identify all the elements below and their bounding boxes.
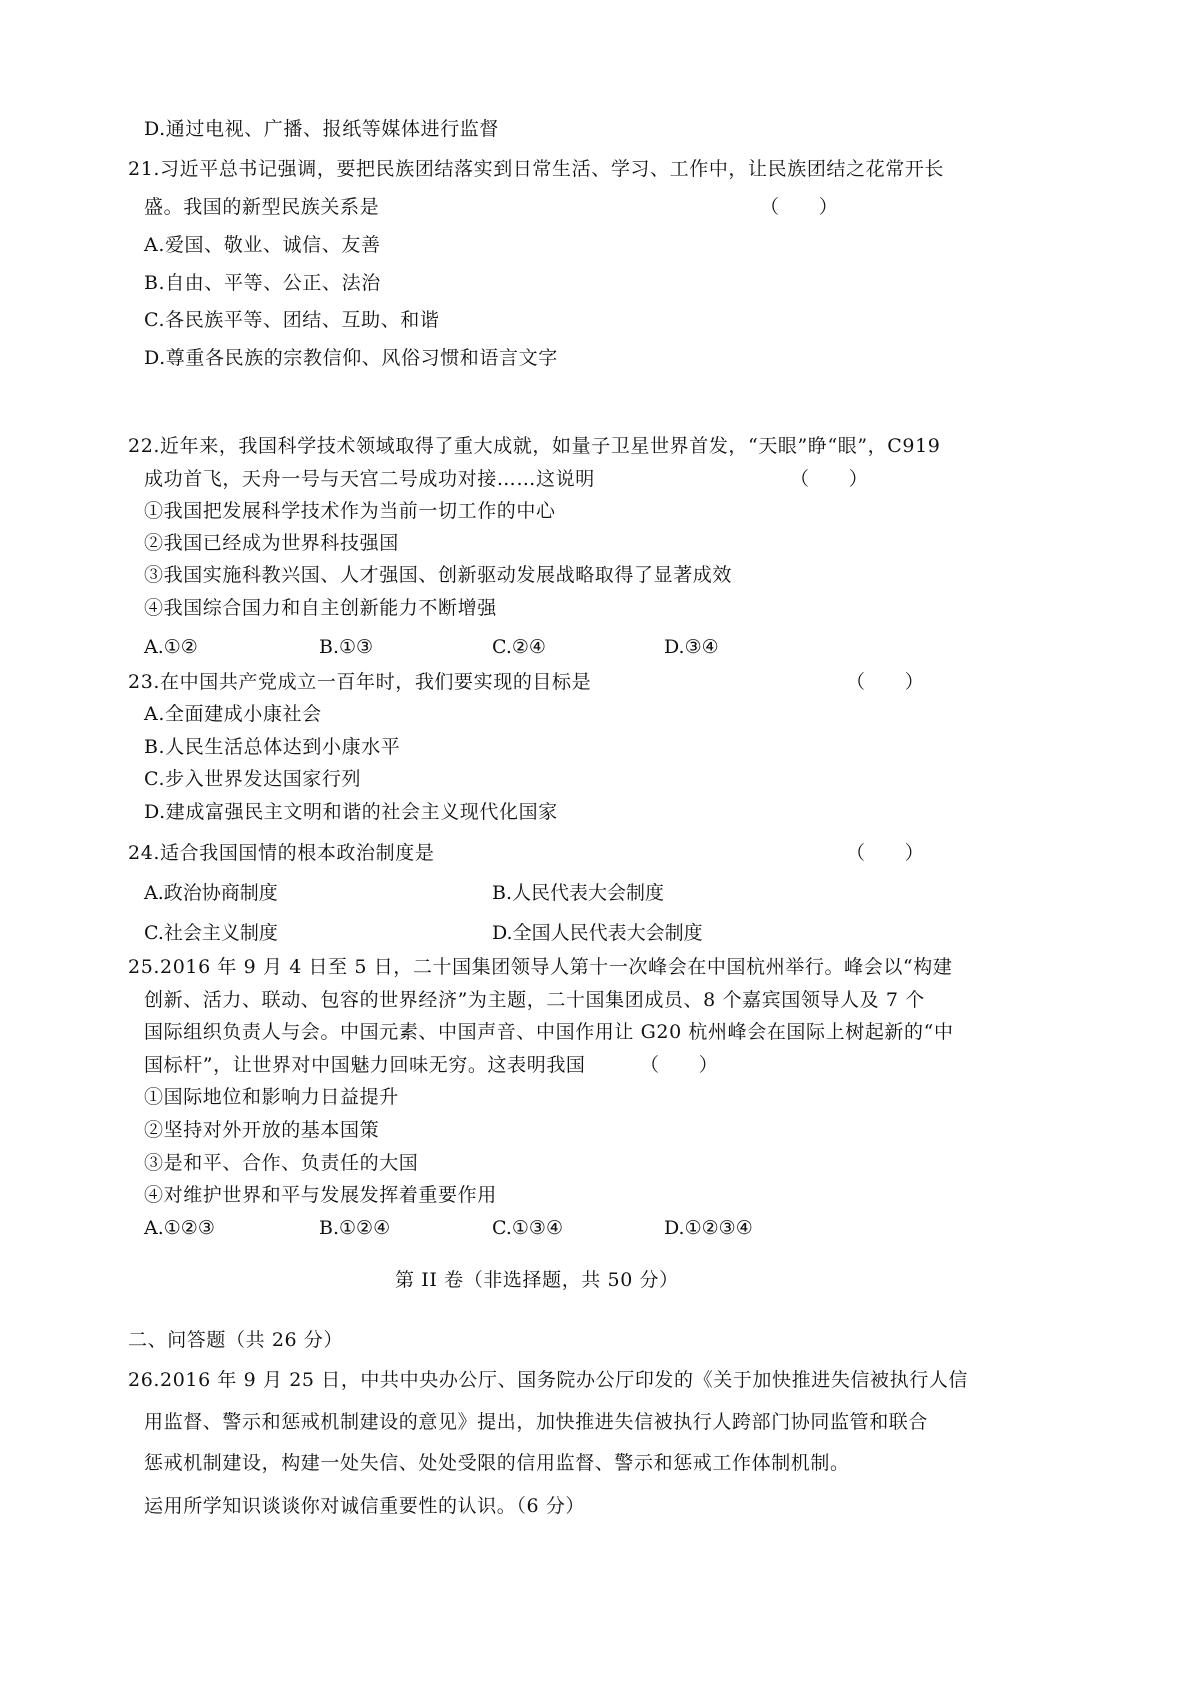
q22-statement-2: ②我国已经成为世界科技强国 [144, 532, 399, 554]
q20-option-d: D.通过电视、广播、报纸等媒体进行监督 [144, 118, 499, 140]
q23-option-c: C.步入世界发达国家行列 [144, 768, 362, 790]
q22-option-b: B.①③ [319, 636, 374, 658]
q22-option-d: D.③④ [664, 636, 719, 658]
q23-option-b: B.人民生活总体达到小康水平 [144, 736, 401, 758]
q22-statement-4: ④我国综合国力和自主创新能力不断增强 [144, 597, 497, 619]
q25-stem-line4: 国标杆”，让世界对中国魅力回味无穷。这表明我国 [144, 1054, 586, 1076]
q22-answer-bracket: （ ） [790, 468, 869, 490]
q21-option-c: C.各民族平等、团结、互助、和谐 [144, 309, 440, 331]
q21-stem-line2: 盛。我国的新型民族关系是 [144, 196, 380, 218]
q25-option-c: C.①③④ [492, 1217, 563, 1239]
q26-stem-line2: 用监督、警示和惩戒机制建设的意见》提出，加快推进失信被执行人跨部门协同监管和联合 [144, 1411, 929, 1433]
q21-option-a: A.爱国、敬业、诚信、友善 [144, 234, 381, 256]
q21-answer-bracket: （ ） [760, 196, 839, 218]
q22-stem-line2: 成功首飞，天舟一号与天宫二号成功对接……这说明 [144, 468, 595, 490]
q25-statement-1: ①国际地位和影响力日益提升 [144, 1086, 399, 1108]
q22-statement-1: ①我国把发展科学技术作为当前一切工作的中心 [144, 500, 556, 522]
q22-option-a: A.①② [144, 636, 198, 658]
q25-statement-4: ④对维护世界和平与发展发挥着重要作用 [144, 1184, 497, 1206]
part-two-heading: 第 II 卷（非选择题，共 50 分） [395, 1269, 679, 1291]
q26-stem-line1: 26.2016 年 9 月 25 日，中共中央办公厅、国务院办公厅印发的《关于加快推进失信被执行人信 [128, 1369, 969, 1391]
q24-option-d: D.全国人民代表大会制度 [492, 922, 703, 944]
q22-option-c: C.②④ [492, 636, 546, 658]
q23-option-a: A.全面建成小康社会 [144, 703, 322, 725]
q24-stem: 24.适合我国国情的根本政治制度是 [128, 842, 435, 864]
q24-option-a: A.政治协商制度 [144, 882, 278, 904]
q24-option-b: B.人民代表大会制度 [492, 882, 665, 904]
q21-option-d: D.尊重各民族的宗教信仰、风俗习惯和语言文字 [144, 347, 558, 369]
q25-statement-2: ②坚持对外开放的基本国策 [144, 1119, 380, 1141]
q26-stem-line3: 惩戒机制建设，构建一处失信、处处受限的信用监督、警示和惩戒工作体制机制。 [144, 1452, 850, 1474]
q21-stem-line1: 21.习近平总书记强调，要把民族团结落实到日常生活、学习、工作中，让民族团结之花常开长 [128, 158, 945, 180]
q22-stem-line1: 22.近年来，我国科学技术领域取得了重大成就，如量子卫星世界首发，“天眼”睁“眼”，C919 [128, 435, 941, 457]
q26-prompt: 运用所学知识谈谈你对诚信重要性的认识。（6 分） [144, 1495, 586, 1517]
q23-stem: 23.在中国共产党成立一百年时，我们要实现的目标是 [128, 671, 592, 693]
q25-statement-3: ③是和平、合作、负责任的大国 [144, 1152, 419, 1174]
q24-option-c: C.社会主义制度 [144, 922, 278, 944]
section-heading: 二、问答题（共 26 分） [128, 1329, 344, 1351]
q25-stem-line2: 创新、活力、联动、包容的世界经济”为主题，二十国集团成员、8 个嘉宾国领导人及 7 个 [144, 989, 925, 1011]
q23-option-d: D.建成富强民主文明和谐的社会主义现代化国家 [144, 801, 558, 823]
q22-statement-3: ③我国实施科教兴国、人才强国、创新驱动发展战略取得了显著成效 [144, 564, 733, 586]
q25-stem-line1: 25.2016 年 9 月 4 日至 5 日，二十国集团领导人第十一次峰会在中国杭州举行。峰会以“构建 [128, 956, 953, 978]
q24-answer-bracket: （ ） [846, 842, 925, 864]
q25-option-a: A.①②③ [144, 1217, 215, 1239]
q25-option-b: B.①②④ [319, 1217, 391, 1239]
q25-answer-bracket: （ ） [640, 1054, 719, 1076]
q25-stem-line3: 国际组织负责人与会。中国元素、中国声音、中国作用让 G20 杭州峰会在国际上树起新的“中 [144, 1021, 954, 1043]
q23-answer-bracket: （ ） [846, 671, 925, 693]
q25-option-d: D.①②③④ [664, 1217, 753, 1239]
q21-option-b: B.自由、平等、公正、法治 [144, 272, 381, 294]
